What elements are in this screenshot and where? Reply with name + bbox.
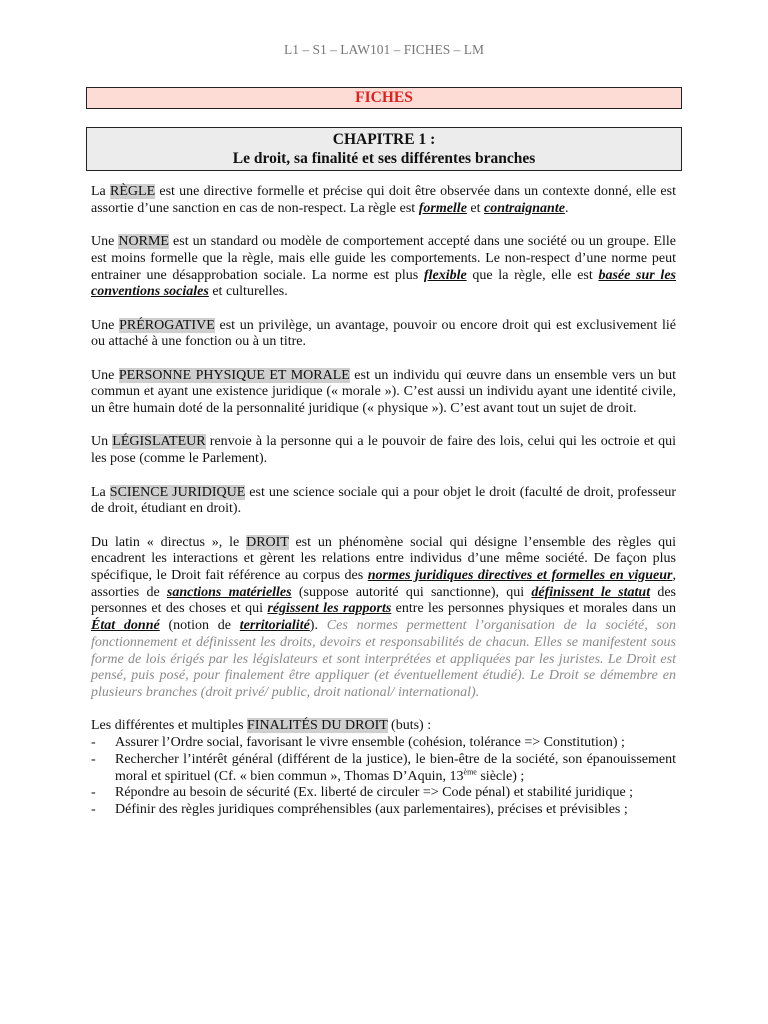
term-science-juridique: SCIENCE JURIDIQUE xyxy=(109,484,246,500)
emphasis-flexible: flexible xyxy=(423,267,467,283)
term-norme: NORME xyxy=(118,234,169,250)
list-item: - Définir des règles juridiques compréhensibles (aux parlementaires), précises et prévisibles ; xyxy=(91,801,628,817)
emphasis-conventions-sociales: basée sur les conventions sociales xyxy=(91,267,676,300)
term-regle: RÈGLE xyxy=(110,184,156,199)
paragraph-legislateur: Un LÉGISLATEUR renvoie à la personne qui a le pouvoir de faire des lois, celui qui les octroie et qui les pose (comme le Parlement). xyxy=(91,434,676,467)
list-item: - Assurer l’Ordre social, favorisant le vivre ensemble (cohésion, tolérance => Constitution) ; xyxy=(91,735,625,751)
paragraph-regle: La RÈGLE est une directive formelle et précise qui doit être observée dans un contexte donné, elle est assortie d’une sanction en cas de non-respect. La règle est formelle et contraignante. xyxy=(91,184,676,216)
grey-note: Ces normes permettent l’organisation de la société, son fonctionnement et définissent les droits, devoirs et responsabilités de chacun. Elles se manifestent sous forme de lois érigés par les législateurs et sont interprétées et appliquées par les juristes. Le Droit est pensé, puis posé, pour finalement être appliquer (et éventuellement étudié). Le Droit se démembre en plusieurs branches (droit privé/ public, droit national/ international). xyxy=(91,618,677,700)
paragraph-norme: Une NORME est un standard ou modèle de comportement accepté dans une société ou un groupe. Elle est moins formelle que la règle, mais elle guide les comportements. Le non-respect d’une norme peut entrainer une désapprobation sociale. La norme est plus flexible que la règle, elle est basée sur les conventions sociales et culturelles. xyxy=(91,234,676,300)
chapter-heading xyxy=(86,127,682,171)
term-personne: PERSONNE PHYSIQUE ET MORALE xyxy=(118,367,350,383)
section-finalites xyxy=(91,718,676,818)
emphasis-etat-donne: État donné xyxy=(91,618,160,634)
chapter-number: CHAPITRE 1 : xyxy=(332,131,436,148)
term-prerogative: PRÉROGATIVE xyxy=(119,317,215,333)
term-finalites: FINALITÉS DU DROIT xyxy=(247,718,388,734)
page-header: L1 – S1 – LAW101 – FICHES – LM xyxy=(284,42,484,57)
emphasis-contraignante: contraignante xyxy=(484,200,565,216)
list-item: - Rechercher l’intérêt général (différent de la justice), le bien-être de la société, son épanouissement moral et spirituel (Cf. « bien commun », Thomas D’Aquin, 13ème siècle) ; xyxy=(91,751,676,784)
paragraph-droit: Du latin « directus », le DROIT est un phénomène social qui désigne l’ensemble des règles qui encadrent les interactions et gèrent les relations entre individus d’une même société. De façon plus spécifique, le Droit fait référence au corpus des normes juridiques directives et formelles en vigueur, assorties de sanctions matérielles (suppose autorité qui sanctionne), qui définissent le statut des personnes et des choses et qui régissent les rapports entre les personnes physiques et morales dans un État donné (notion de territorialité). Ces normes permettent l’organisation de la société, son fonctionnement et définissent les droits, devoirs et responsabilités de chacun. Elles se manifestent sous forme de lois érigés par les législateurs et sont interprétées et appliquées par les juristes. Le Droit est pensé, puis posé, pour finalement être appliquer (et éventuellement étudié). Le Droit se démembre en plusieurs branches (droit privé/ public, droit national/ international). xyxy=(91,534,677,700)
emphasis-formelle: formelle xyxy=(418,200,467,216)
emphasis-definissent-statut: définissent le statut xyxy=(531,584,651,600)
paragraph-science-juridique: La SCIENCE JURIDIQUE est une science sociale qui a pour objet le droit (faculté de droit, professeur de droit, étudiant en droit). xyxy=(91,484,676,517)
term-droit: DROIT xyxy=(246,534,289,550)
emphasis-regissent-rapports: régissent les rapports xyxy=(267,601,392,617)
document-body xyxy=(91,184,676,819)
emphasis-sanctions-materielles: sanctions matérielles xyxy=(166,584,292,600)
list-item: - Répondre au besoin de sécurité (Ex. liberté de circuler => Code pénal) et stabilité juridique ; xyxy=(91,785,634,801)
finalites-list xyxy=(91,735,676,819)
emphasis-territorialite: territorialité xyxy=(239,618,310,634)
finalites-intro: Les différentes et multiples FINALITÉS DU DROIT (buts) : xyxy=(91,718,432,734)
paragraph-prerogative: Une PRÉROGATIVE est un privilège, un avantage, pouvoir ou encore droit qui est exclusivement lié ou attaché à une fonction ou à un titre. xyxy=(91,317,677,350)
term-legislateur: LÉGISLATEUR xyxy=(112,434,206,450)
fiches-title: FICHES xyxy=(86,87,682,109)
paragraph-personne: Une PERSONNE PHYSIQUE ET MORALE est un individu qui œuvre dans un ensemble vers un but commun et ayant une existence juridique (« morale »). C’est aussi un individu ayant une identité civile, un être humain doté de la personnalité juridique (« physique »). C’est avant tout un sujet de droit. xyxy=(91,367,676,417)
emphasis-normes-juridiques: normes juridiques directives et formelles en vigueur xyxy=(367,568,673,584)
chapter-title: Le droit, sa finalité et ses différentes branches xyxy=(232,150,536,167)
